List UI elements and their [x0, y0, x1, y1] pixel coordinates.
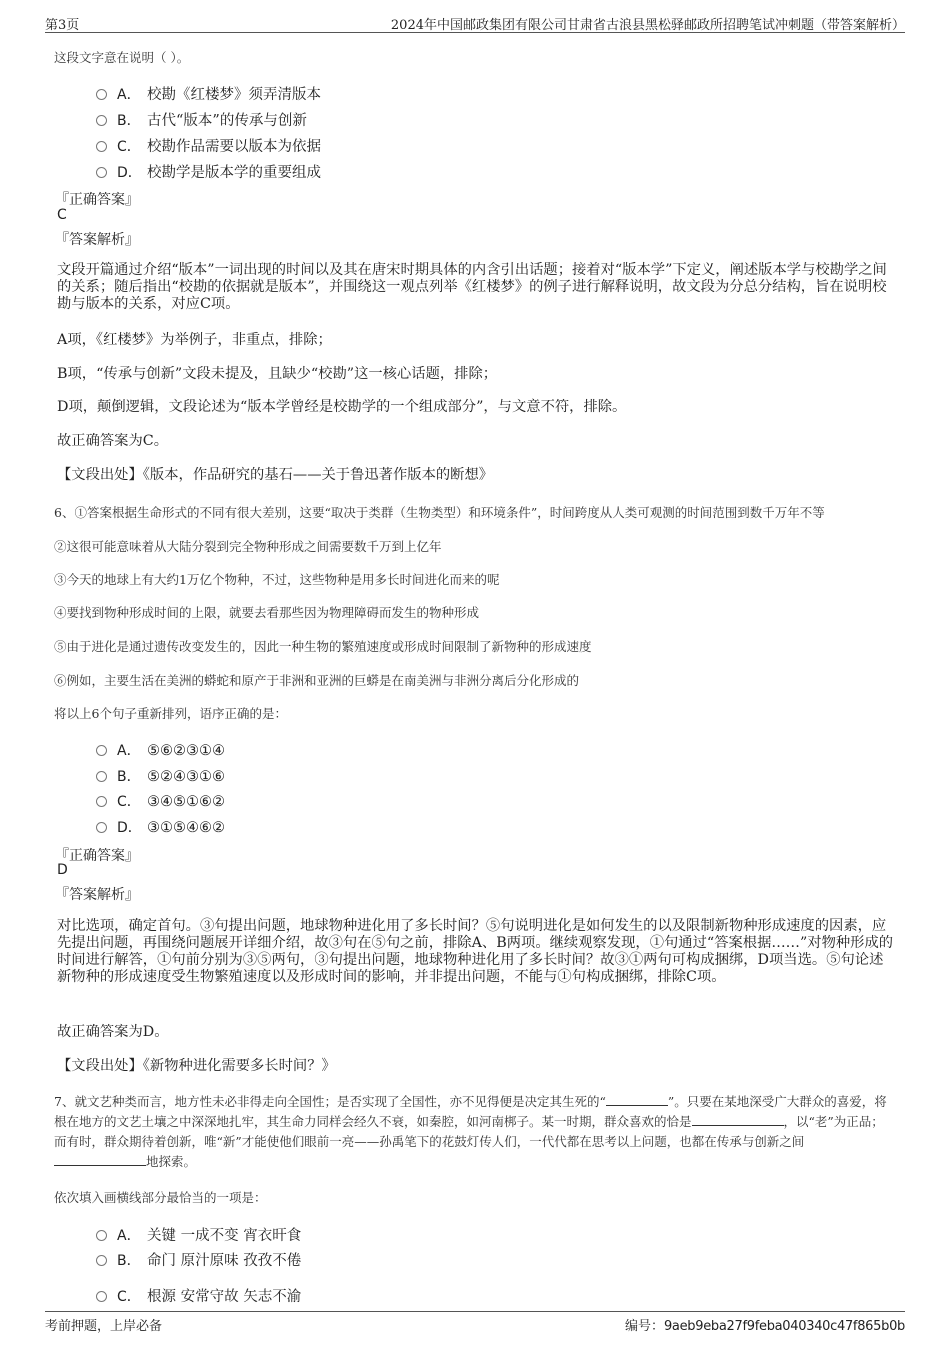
radio-icon[interactable] — [96, 141, 107, 152]
radio-icon[interactable] — [96, 822, 107, 833]
q6-sentence-5: ⑤由于进化是通过遗传改变发生的，因此一种生物的繁殖速度或形成时间限制了新物种的形成速度 — [54, 639, 592, 654]
page-footer — [45, 1311, 905, 1336]
q5-source: 【文段出处】《版本，作品研究的基石——关于鲁迅著作版本的断想》 — [57, 467, 494, 483]
q5-analysis-a: A项，《红楼梦》为举例子，非重点，排除； — [57, 332, 332, 348]
page-header — [45, 12, 905, 33]
document-title: 2024年中国邮政集团有限公司甘肃省古浪县黑松驿邮政所招聘笔试冲刺题（带答案解析） — [390, 18, 905, 33]
q6-option-d[interactable]: D． ③①⑤④⑥② — [96, 817, 225, 837]
q7-option-a[interactable]: A． 关键 一成不变 宵衣旰食 — [96, 1224, 301, 1245]
q6-stem: 将以上6个句子重新排列，语序正确的是： — [54, 706, 287, 721]
q5-stem: 这段文字意在说明（ ）。 — [54, 50, 190, 65]
q6-analysis-label: 『答案解析』 — [55, 887, 139, 903]
q6-answer: D — [57, 862, 68, 878]
q6-sentence-4: ④要找到物种形成时间的上限，就要去看那些因为物理障碍而发生的物种形成 — [54, 605, 480, 620]
radio-icon[interactable] — [96, 796, 107, 807]
blank-2 — [692, 1113, 784, 1126]
q5-conclusion: 故正确答案为C。 — [57, 433, 169, 449]
q6-sentence-2: ②这很可能意味着从大陆分裂到完全物种形成之间需要数千万到上亿年 — [54, 539, 442, 554]
q6-source: 【文段出处】《新物种进化需要多长时间？》 — [57, 1058, 336, 1074]
q6-sentence-3: ③今天的地球上有大约1万亿个物种，不过，这些物种是用多长时间进化而来的呢 — [54, 572, 500, 587]
document-code: 编号：9aeb9eba27f9feba040340c47f865b0b — [624, 1319, 905, 1334]
q5-option-c[interactable]: C． 校勘作品需要以版本为依据 — [96, 135, 321, 156]
radio-icon[interactable] — [96, 771, 107, 782]
radio-icon[interactable] — [96, 115, 107, 126]
q7-option-c[interactable]: C． 根源 安常守故 矢志不渝 — [96, 1285, 301, 1306]
q5-correct-label: 『正确答案』 — [55, 192, 139, 208]
q5-option-a[interactable]: A． 校勘《红楼梦》须弄清版本 — [96, 83, 321, 104]
q6-conclusion: 故正确答案为D。 — [57, 1024, 169, 1040]
q5-analysis-d: D项，颠倒逻辑，文段论述为“版本学曾经是校勘学的一个组成部分”，与文意不符，排除。 — [57, 399, 627, 415]
q5-analysis-b: B项，“传承与创新”文段未提及，且缺少“校勘”这一核心话题，排除； — [57, 366, 498, 382]
q5-option-d[interactable]: D． 校勘学是版本学的重要组成 — [96, 161, 321, 182]
q5-analysis-label: 『答案解析』 — [55, 232, 139, 248]
q6-correct-label: 『正确答案』 — [55, 848, 139, 864]
q7-option-b[interactable]: B． 命门 原汁原味 孜孜不倦 — [96, 1249, 301, 1270]
radio-icon[interactable] — [96, 89, 107, 100]
q5-analysis-main: 文段开篇通过介绍“版本”一词出现的时间以及其在唐宋时期具体的内含引出话题；接着对“版本学”下定义，阐述版本学与校勘学之间的关系；随后指出“校勘的依据就是版本”，并围绕这一观点列举《红楼梦》的例子进行解释说明，故文段为分总分结构，旨在说明校勘与版本的关系，对应C项。 — [57, 262, 887, 312]
blank-3 — [54, 1153, 146, 1166]
page-number: 第3页 — [45, 18, 80, 33]
blank-1 — [606, 1093, 668, 1106]
q6-sentence-1: 6、①答案根据生命形式的不同有很大差别，这要“取决于类群（生物类型）和环境条件”，时间跨度从人类可观测的时间范围到数千万年不等 — [54, 505, 825, 520]
q6-sentence-6: ⑥例如，主要生活在美洲的蟒蛇和原产于非洲和亚洲的巨蟒是在南美洲与非洲分离后分化形成的 — [54, 673, 580, 688]
q5-answer: C — [57, 207, 67, 223]
q6-option-c[interactable]: C． ③④⑤①⑥② — [96, 791, 225, 811]
radio-icon[interactable] — [96, 1291, 107, 1302]
q7-passage: 7、就文艺种类而言，地方性未必非得走向全国性；是否实现了全国性，亦不见得便是决定其生死的“ ”。只要在某地深受广大群众的喜爱，将根在地方的文艺土壤之中深深地扎牢，其生命力同样会经久不衰，如秦腔，如河南梆子。某一时期，群众喜欢的恰是 ，以“老”为正品；而有时，群众期待着创新，唯“新”才能使他们眼前一亮——孙禹笔下的花鼓灯传人们，一代代都在思考以上问题，也都在传承与创新之间地探索。 — [54, 1094, 887, 1169]
q5-option-b[interactable]: B． 古代“版本”的传承与创新 — [96, 109, 307, 130]
q6-analysis-main: 对比选项，确定首句。③句提出问题，地球物种进化用了多长时间？⑤句说明进化是如何发生的以及限制新物种形成速度的因素，应先提出问题，再围绕问题展开详细介绍，故③句在⑤句之前，排除A、B两项。继续观察发现，①句通过“答案根据……”对物种形成的时间进行解答，①句前分别为③⑤两句，③句提出问题，地球物种进化用了多长时间？故③①两句可构成捆绑，D项当选。⑤句论述新物种的形成速度受生物繁殖速度以及形成时间的影响，并非提出问题，不能与①句构成捆绑，排除C项。 — [57, 918, 894, 985]
radio-icon[interactable] — [96, 1230, 107, 1241]
footer-slogan: 考前押题，上岸必备 — [45, 1319, 163, 1334]
q6-option-b[interactable]: B． ⑤②④③①⑥ — [96, 766, 225, 786]
radio-icon[interactable] — [96, 1255, 107, 1266]
radio-icon[interactable] — [96, 745, 107, 756]
q6-option-a[interactable]: A． ⑤⑥②③①④ — [96, 740, 225, 760]
radio-icon[interactable] — [96, 167, 107, 178]
q7-stem: 依次填入画横线部分最恰当的一项是： — [54, 1190, 267, 1205]
